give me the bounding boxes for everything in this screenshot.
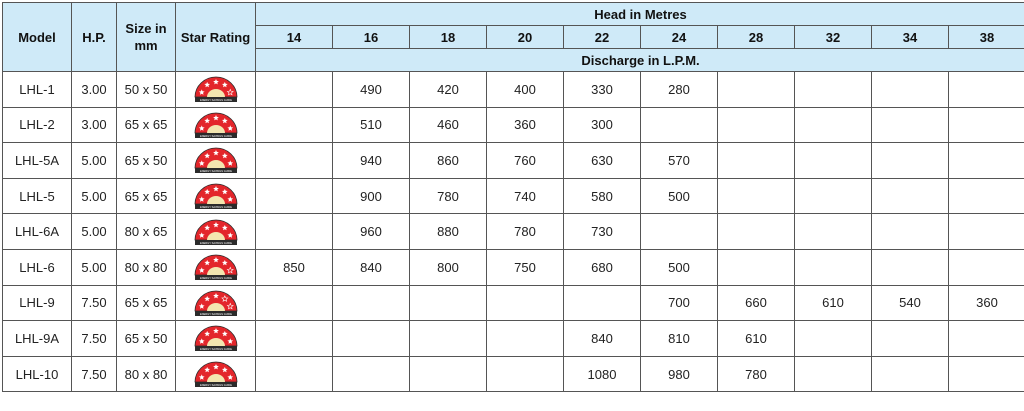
- hp-cell: 5.00: [72, 249, 117, 285]
- discharge-cell: [410, 285, 487, 321]
- discharge-cell: 730: [564, 214, 641, 250]
- size-cell: 65 x 50: [117, 321, 176, 357]
- size-cell: 80 x 80: [117, 249, 176, 285]
- size-cell: 80 x 80: [117, 356, 176, 392]
- head-value-cell: 20: [487, 26, 564, 49]
- discharge-cell: 330: [564, 72, 641, 108]
- discharge-cell: 1080: [564, 356, 641, 392]
- discharge-cell: 420: [410, 72, 487, 108]
- discharge-cell: 460: [410, 107, 487, 143]
- discharge-cell: 760: [487, 143, 564, 179]
- discharge-cell: [718, 214, 795, 250]
- size-cell: 80 x 65: [117, 214, 176, 250]
- size-cell: 65 x 65: [117, 178, 176, 214]
- discharge-cell: 610: [795, 285, 872, 321]
- star-rating-badge-icon: [193, 253, 239, 281]
- badge-caption: ENERGY SAVINGS GUIDE: [199, 206, 232, 210]
- table-row: [3, 72, 1024, 108]
- discharge-cell: [487, 285, 564, 321]
- badge-caption: ENERGY SAVINGS GUIDE: [199, 170, 232, 174]
- discharge-cell: [410, 356, 487, 392]
- discharge-cell: 630: [564, 143, 641, 179]
- discharge-cell: [333, 285, 410, 321]
- badge-caption: ENERGY SAVINGS GUIDE: [199, 312, 232, 316]
- discharge-cell: [795, 178, 872, 214]
- badge-caption: ENERGY SAVINGS GUIDE: [199, 241, 232, 245]
- discharge-cell: [949, 321, 1024, 357]
- star-rating-badge-icon: [193, 75, 239, 103]
- head-in-metres-title: Head in Metres: [256, 3, 1024, 26]
- discharge-cell: [718, 178, 795, 214]
- discharge-cell: [872, 214, 949, 250]
- star-rating-cell: [176, 107, 256, 143]
- head-value-cell: 14: [256, 26, 333, 49]
- discharge-cell: 850: [256, 249, 333, 285]
- star-rating-badge-icon: [193, 146, 239, 174]
- discharge-cell: [872, 178, 949, 214]
- discharge-cell: [872, 72, 949, 108]
- discharge-cell: 610: [718, 321, 795, 357]
- discharge-cell: 960: [333, 214, 410, 250]
- discharge-cell: 780: [487, 214, 564, 250]
- model-cell: LHL-5: [3, 178, 72, 214]
- discharge-cell: [872, 107, 949, 143]
- col-header-hp: H.P.: [72, 3, 117, 72]
- discharge-cell: [333, 356, 410, 392]
- discharge-cell: [718, 249, 795, 285]
- star-rating-badge-icon: [193, 360, 239, 388]
- badge-caption: ENERGY SAVINGS GUIDE: [199, 134, 232, 138]
- discharge-cell: [487, 321, 564, 357]
- hp-cell: 3.00: [72, 107, 117, 143]
- discharge-cell: 750: [487, 249, 564, 285]
- head-value-cell: 34: [872, 26, 949, 49]
- star-rating-cell: [176, 356, 256, 392]
- discharge-cell: 740: [487, 178, 564, 214]
- discharge-cell: 700: [641, 285, 718, 321]
- pump-spec-table: [2, 2, 1024, 392]
- col-header-star-rating: Star Rating: [176, 3, 256, 72]
- discharge-cell: [256, 178, 333, 214]
- discharge-cell: [641, 214, 718, 250]
- discharge-cell: 840: [333, 249, 410, 285]
- table-row: [3, 249, 1024, 285]
- head-value-cell: 16: [333, 26, 410, 49]
- star-rating-cell: [176, 249, 256, 285]
- discharge-cell: [872, 143, 949, 179]
- discharge-cell: 500: [641, 178, 718, 214]
- discharge-cell: [949, 214, 1024, 250]
- discharge-cell: [949, 143, 1024, 179]
- discharge-cell: [256, 214, 333, 250]
- table-row: [3, 178, 1024, 214]
- head-value-cell: 22: [564, 26, 641, 49]
- discharge-cell: [795, 143, 872, 179]
- discharge-cell: [872, 356, 949, 392]
- discharge-cell: 810: [641, 321, 718, 357]
- badge-caption: ENERGY SAVINGS GUIDE: [199, 348, 232, 352]
- discharge-cell: [410, 321, 487, 357]
- discharge-cell: [718, 107, 795, 143]
- discharge-cell: 940: [333, 143, 410, 179]
- size-cell: 65 x 65: [117, 285, 176, 321]
- discharge-cell: [949, 107, 1024, 143]
- head-value-cell: 24: [641, 26, 718, 49]
- discharge-cell: 490: [333, 72, 410, 108]
- star-rating-badge-icon: [193, 111, 239, 139]
- discharge-cell: 540: [872, 285, 949, 321]
- size-cell: 65 x 65: [117, 107, 176, 143]
- table-row: [3, 356, 1024, 392]
- head-value-cell: 18: [410, 26, 487, 49]
- table-row: [3, 321, 1024, 357]
- model-cell: LHL-9: [3, 285, 72, 321]
- discharge-cell: [333, 321, 410, 357]
- discharge-cell: 660: [718, 285, 795, 321]
- table-row: [3, 143, 1024, 179]
- col-header-size: Size in mm: [117, 3, 176, 72]
- head-value-cell: 32: [795, 26, 872, 49]
- discharge-cell: [949, 249, 1024, 285]
- star-rating-cell: [176, 214, 256, 250]
- discharge-cell: 880: [410, 214, 487, 250]
- discharge-cell: 980: [641, 356, 718, 392]
- discharge-cell: 510: [333, 107, 410, 143]
- discharge-cell: [256, 285, 333, 321]
- discharge-title: Discharge in L.P.M.: [256, 49, 1024, 72]
- discharge-cell: [795, 356, 872, 392]
- table-row: [3, 214, 1024, 250]
- discharge-cell: [872, 321, 949, 357]
- hp-cell: 7.50: [72, 321, 117, 357]
- badge-caption: ENERGY SAVINGS GUIDE: [199, 277, 232, 281]
- head-value-cell: 38: [949, 26, 1024, 49]
- star-rating-cell: [176, 72, 256, 108]
- hp-cell: 7.50: [72, 356, 117, 392]
- discharge-cell: 680: [564, 249, 641, 285]
- discharge-cell: [256, 143, 333, 179]
- discharge-cell: [949, 72, 1024, 108]
- star-rating-cell: [176, 143, 256, 179]
- discharge-cell: [641, 107, 718, 143]
- discharge-cell: 570: [641, 143, 718, 179]
- discharge-cell: 360: [487, 107, 564, 143]
- discharge-cell: [256, 72, 333, 108]
- model-cell: LHL-6: [3, 249, 72, 285]
- star-rating-badge-icon: [193, 182, 239, 210]
- discharge-cell: [872, 249, 949, 285]
- size-cell: 65 x 50: [117, 143, 176, 179]
- discharge-cell: [795, 72, 872, 108]
- badge-caption: ENERGY SAVINGS GUIDE: [199, 99, 232, 103]
- star-rating-cell: [176, 321, 256, 357]
- discharge-cell: 780: [410, 178, 487, 214]
- discharge-cell: 800: [410, 249, 487, 285]
- star-rating-badge-icon: [193, 324, 239, 352]
- model-cell: LHL-5A: [3, 143, 72, 179]
- discharge-cell: [487, 356, 564, 392]
- discharge-cell: 840: [564, 321, 641, 357]
- discharge-cell: [718, 143, 795, 179]
- star-rating-cell: [176, 285, 256, 321]
- discharge-cell: 400: [487, 72, 564, 108]
- hp-cell: 3.00: [72, 72, 117, 108]
- discharge-cell: [256, 356, 333, 392]
- discharge-cell: 900: [333, 178, 410, 214]
- discharge-cell: [795, 107, 872, 143]
- discharge-cell: [949, 356, 1024, 392]
- star-rating-badge-icon: [193, 218, 239, 246]
- model-cell: LHL-2: [3, 107, 72, 143]
- discharge-cell: 780: [718, 356, 795, 392]
- badge-caption: ENERGY SAVINGS GUIDE: [199, 384, 232, 388]
- discharge-cell: [564, 285, 641, 321]
- discharge-cell: [795, 321, 872, 357]
- discharge-cell: [949, 178, 1024, 214]
- discharge-cell: [256, 107, 333, 143]
- discharge-cell: 360: [949, 285, 1024, 321]
- model-cell: LHL-1: [3, 72, 72, 108]
- size-cell: 50 x 50: [117, 72, 176, 108]
- discharge-cell: 580: [564, 178, 641, 214]
- discharge-cell: [795, 249, 872, 285]
- table-row: [3, 107, 1024, 143]
- discharge-cell: 500: [641, 249, 718, 285]
- head-value-cell: 28: [718, 26, 795, 49]
- discharge-cell: [256, 321, 333, 357]
- discharge-cell: [718, 72, 795, 108]
- hp-cell: 7.50: [72, 285, 117, 321]
- model-cell: LHL-10: [3, 356, 72, 392]
- star-rating-badge-icon: [193, 289, 239, 317]
- col-header-model: Model: [3, 3, 72, 72]
- discharge-cell: 300: [564, 107, 641, 143]
- table-row: [3, 285, 1024, 321]
- star-rating-cell: [176, 178, 256, 214]
- hp-cell: 5.00: [72, 178, 117, 214]
- model-cell: LHL-9A: [3, 321, 72, 357]
- model-cell: LHL-6A: [3, 214, 72, 250]
- hp-cell: 5.00: [72, 143, 117, 179]
- discharge-cell: 280: [641, 72, 718, 108]
- discharge-cell: [795, 214, 872, 250]
- discharge-cell: 860: [410, 143, 487, 179]
- hp-cell: 5.00: [72, 214, 117, 250]
